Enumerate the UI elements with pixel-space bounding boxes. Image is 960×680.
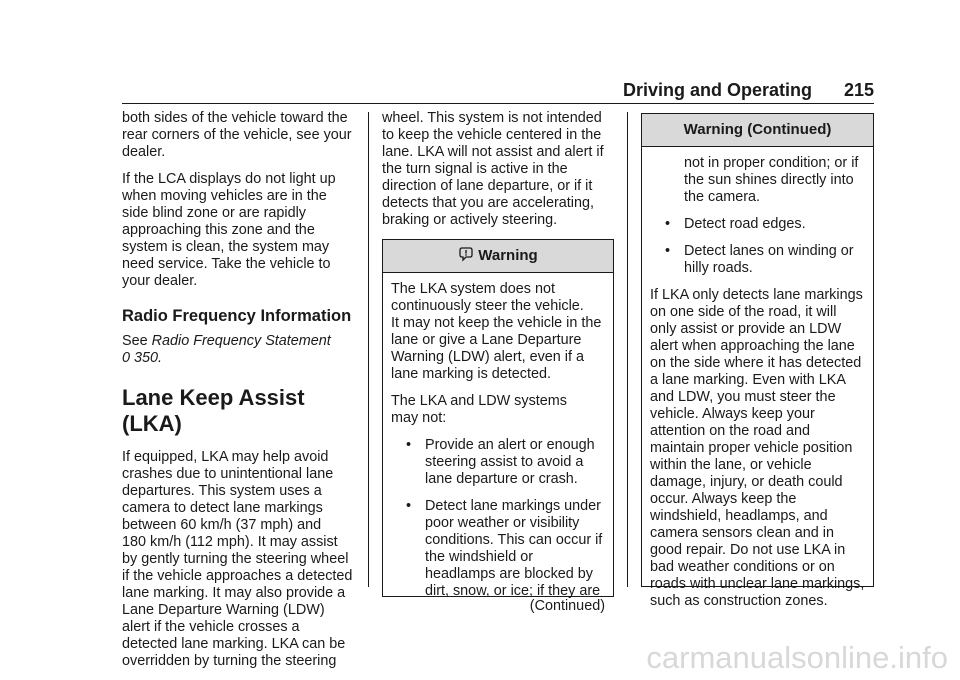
bullet-text: Detect lane markings under poor weather or visibility conditions. This can occur if the windshield or headlamps are blocked by dirt, snow, or ice; if they are [425,498,603,599]
column-1 [122,110,362,680]
warning-paragraph-3: If LKA only detects lane markings on one side of the road, it will only assist or provide an LDW alert when approaching the lane on the side where it has detected a lane marking. Even with LKA and LDW, you must steer the vehicle. Always keep your attention on the road and maintain proper vehicle position within the lane, or vehicle damage, injury, or death could occur. Always keep the windshield, headlamps, and camera sensors clean and in good repair. Do not use LKA in bad weather conditions or on roads with unclear lane markings, such as construction zones. [650,287,865,609]
bullet-text: Detect road edges. [684,216,806,232]
bullet-mark: • [664,216,670,232]
warning-bullet-4 [650,243,865,277]
warning-paragraph-2: The LKA and LDW systems may not: [391,393,567,426]
warning-icon [458,246,474,262]
continued-label: (Continued) [529,598,605,614]
paragraph-see-reference [122,333,362,367]
paragraph-lka-intro: If equipped, LKA may help avoid crashes due to unintentional lane departures. This system uses a camera to detect lane markings between 60 km/h (37 mph) and 180 km/h (112 mph). It may assist by gently turning the steering wheel if the vehicle approaches a detected lane marking. It may also provide a Lane Departure Warning (LDW) alert if the vehicle crosses a detected lane marking. LKA can be overridden by turning the steering [122,449,353,669]
bullet-mark: • [405,437,411,453]
column-2 [382,110,614,614]
see-label: See [122,333,152,349]
paragraph-lca-service: If the LCA displays do not light up when moving vehicles are in the side blind zone or are rapidly approaching this zone and the system is clean, the system may need service. Take the vehicle to your dealer. [122,171,336,289]
section-title: Driving and Operating [622,80,812,100]
warning-header [383,240,613,273]
warning-bullet-1 [391,437,605,488]
column-rule-1 [368,112,369,587]
warning-continued-box [641,113,874,609]
bullet-text: Detect lanes on winding or hilly roads. [684,243,854,276]
warning-bullet-3 [650,216,865,233]
warning-bullet-2 [391,498,605,600]
column-3 [641,113,874,609]
reference-page[interactable]: 0 350. [122,350,163,366]
warning-continued-text: not in proper condition; or if the sun shines directly into the camera. [684,155,859,205]
reference-link-title[interactable]: Radio Frequency Statement [151,333,331,349]
page-number: 215 [843,80,874,100]
warning-box [382,239,614,614]
warning-continued-body [642,147,873,624]
paragraph-lka-wheel: wheel. This system is not intended to keep the vehicle centered in the lane. LKA will not assist and alert if the turn signal is active in the direction of lane departure, or if it detects that you are accelerating, braking or actively steering. [382,110,604,228]
warning-body [383,273,613,619]
header-rule [122,103,874,104]
heading-radio-frequency: Radio Frequency Information [122,307,352,325]
bullet-mark: • [664,243,670,259]
heading-lane-keep-assist: Lane Keep Assist (LKA) [122,385,305,436]
watermark: carmanualsonline.info [646,640,948,675]
bullet-mark: • [405,498,411,514]
paragraph-lca-continued: both sides of the vehicle toward the rear corners of the vehicle, see your dealer. [122,110,352,160]
column-rule-2 [627,112,628,587]
warning-paragraph-1: The LKA system does not continuously steer the vehicle. It may not keep the vehicle in the lane or give a Lane Departure Warning (LDW) alert, even if a lane marking is detected. [391,281,602,382]
bullet-text: Provide an alert or enough steering assist to avoid a lane departure or crash. [425,437,595,487]
warning-continued-header: Warning (Continued) [642,114,873,147]
warning-label: Warning [478,247,538,264]
